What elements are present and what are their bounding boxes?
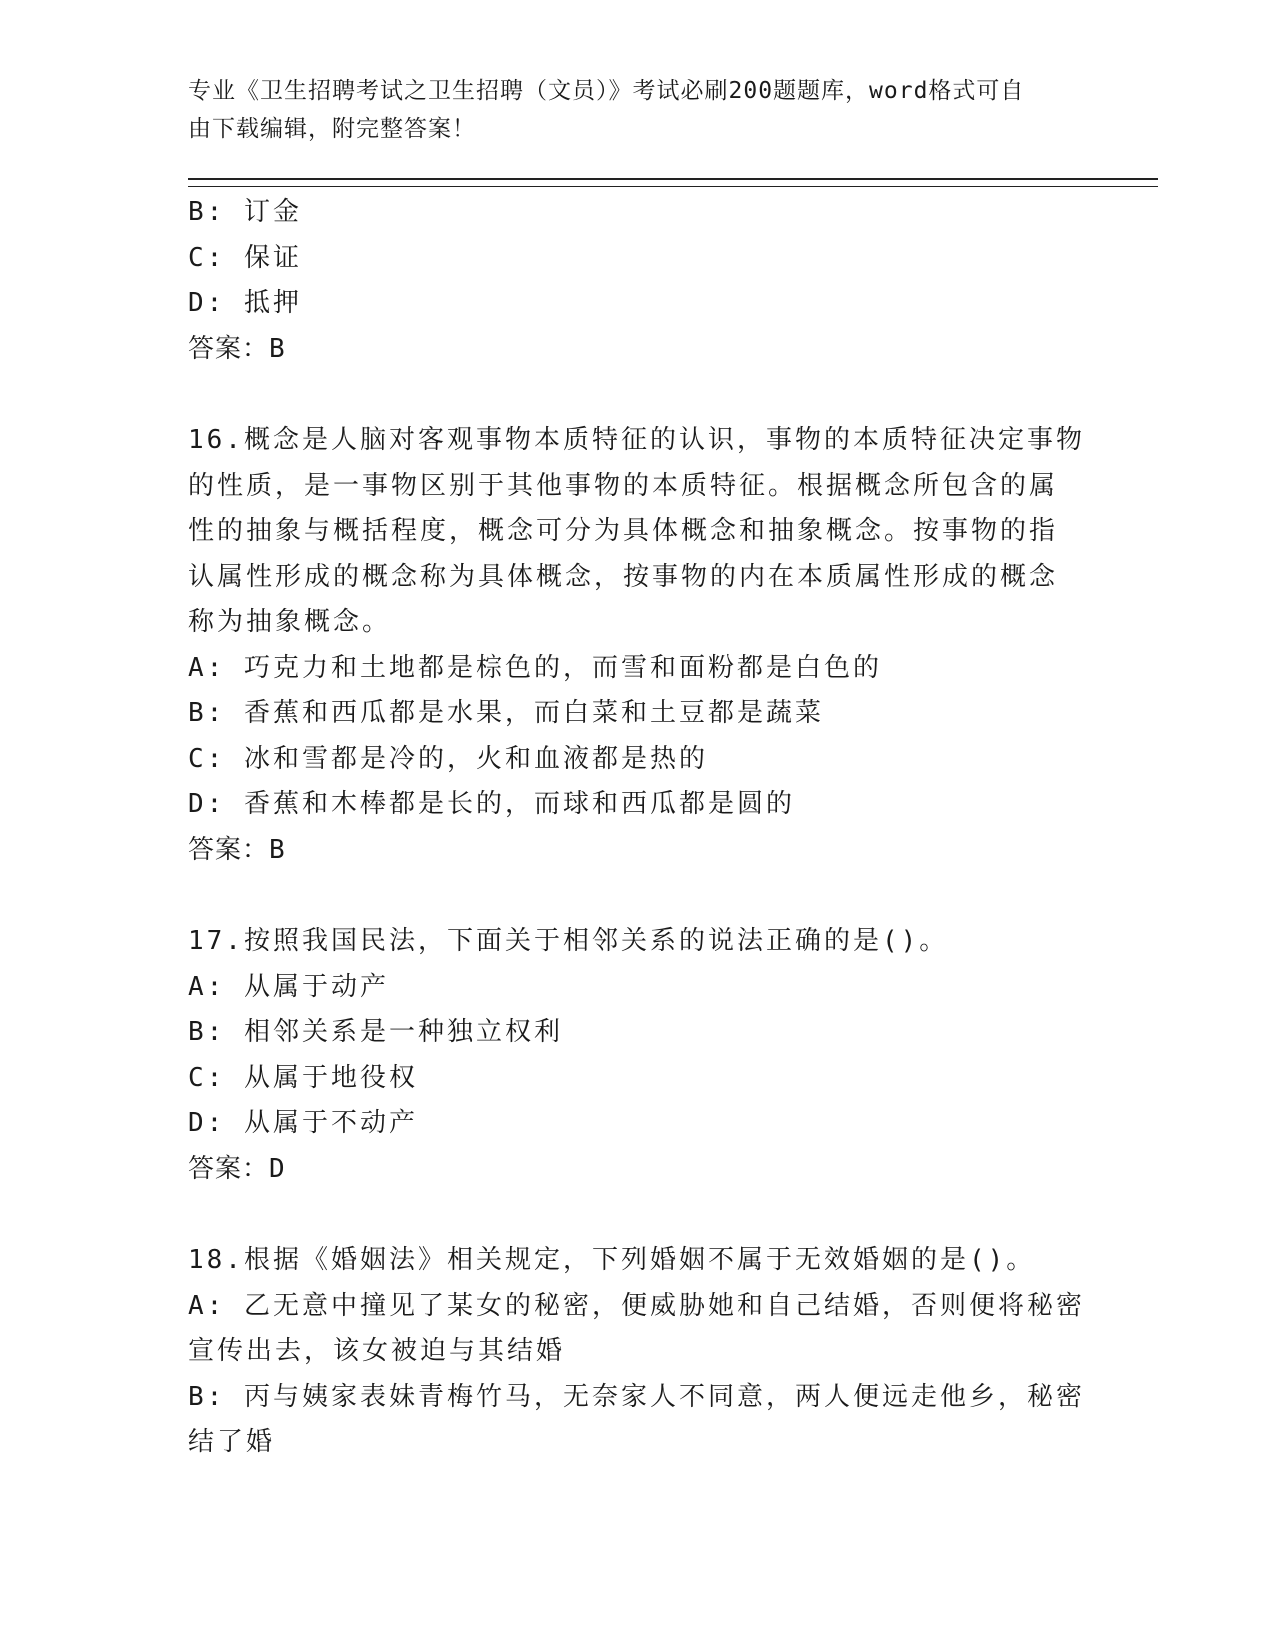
question-16 <box>188 418 1088 873</box>
option-b: B: 相邻关系是一种独立权利 <box>188 1017 563 1047</box>
option-a: A: 巧克力和土地都是棕色的，而雪和面粉都是白色的 <box>188 652 882 683</box>
document-body <box>188 190 1088 1466</box>
header-title-line-2: 由下载编辑，附完整答案！ <box>188 116 476 142</box>
option-b-line: 结了婚 <box>188 1427 276 1457</box>
option-b: B: 香蕉和西瓜都是水果，而白菜和土豆都是蔬菜 <box>188 698 824 728</box>
question-18 <box>188 1238 1088 1466</box>
question-stem-line: 性的抽象与概括程度，概念可分为具体概念和抽象概念。按事物的指 <box>188 516 1059 546</box>
question-stem-line: 称为抽象概念。 <box>188 607 392 637</box>
question-stem-line: 16.概念是人脑对客观事物本质特征的认识，事物的本质特征决定事物 <box>188 425 1085 455</box>
spacer <box>188 372 1088 418</box>
question-stem: 18.根据《婚姻法》相关规定，下列婚姻不属于无效婚姻的是()。 <box>188 1245 1036 1275</box>
option-c: C: 保证 <box>188 242 302 273</box>
header-divider <box>188 178 1158 187</box>
option-a-line: 宣传出去，该女被迫与其结婚 <box>188 1336 566 1366</box>
option-c: C: 冰和雪都是冷的，火和血液都是热的 <box>188 743 708 774</box>
option-a-line: A: 乙无意中撞见了某女的秘密，便威胁她和自己结婚，否则便将秘密 <box>188 1290 1085 1321</box>
answer: 答案：B <box>188 834 286 865</box>
option-b-line: B: 丙与姨家表妹青梅竹马，无奈家人不同意，两人便远走他乡，秘密 <box>188 1381 1085 1412</box>
option-d: D: 抵押 <box>188 288 302 318</box>
question-15 <box>188 190 1088 372</box>
question-stem-line: 的性质，是一事物区别于其他事物的本质特征。根据概念所包含的属 <box>188 470 1059 501</box>
option-c: C: 从属于地役权 <box>188 1062 418 1093</box>
question-stem-line: 认属性形成的概念称为具体概念，按事物的内在本质属性形成的概念 <box>188 561 1059 592</box>
document-header <box>188 72 1088 148</box>
option-a: A: 从属于动产 <box>188 971 389 1002</box>
option-b: B: 订金 <box>188 197 302 227</box>
answer: 答案：B <box>188 333 286 364</box>
question-stem: 17.按照我国民法，下面关于相邻关系的说法正确的是()。 <box>188 926 949 956</box>
question-17 <box>188 919 1088 1192</box>
option-d: D: 香蕉和木棒都是长的，而球和西瓜都是圆的 <box>188 789 795 819</box>
header-title-line-1: 专业《卫生招聘考试之卫生招聘（文员）》考试必刷200题题库，word格式可自 <box>188 78 1025 104</box>
answer: 答案：D <box>188 1153 286 1184</box>
spacer <box>188 873 1088 919</box>
option-d: D: 从属于不动产 <box>188 1108 418 1138</box>
spacer <box>188 1192 1088 1238</box>
